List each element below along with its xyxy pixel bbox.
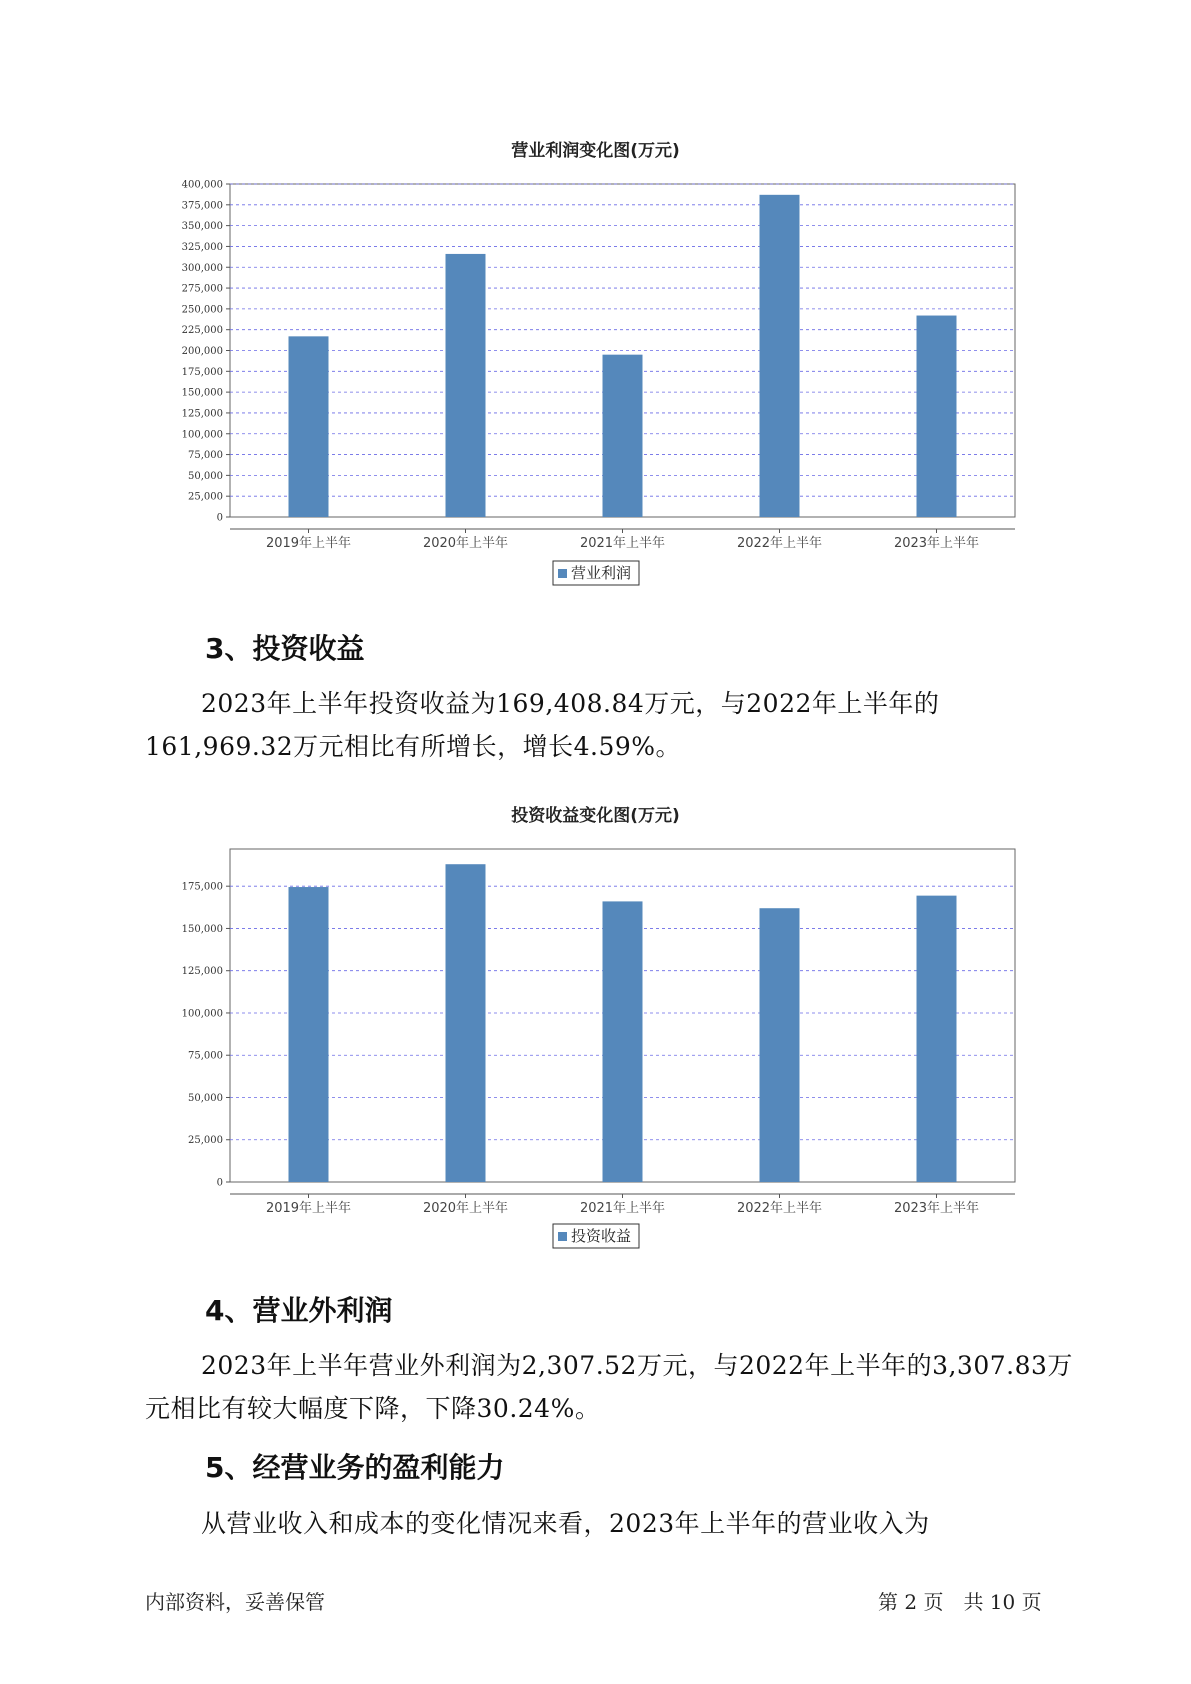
footer-confidential-note: 内部资料，妥善保管 [145, 1590, 325, 1614]
section-heading-non-operating-profit: 4、营业外利润 [205, 1294, 393, 1327]
y-tick-label: 325,000 [181, 241, 223, 253]
y-tick-label: 400,000 [181, 179, 223, 191]
paragraph-investment-income: 2023年上半年投资收益为169,408.84万元，与2022年上半年的161,969.32万元相比有所增长，增长4.59%。 [145, 689, 940, 761]
x-tick-label: 2020年上半年 [422, 536, 509, 551]
section-heading-investment-income: 3、投资收益 [205, 632, 365, 665]
paragraph-profitability: 从营业收入和成本的变化情况来看，2023年上半年的营业收入为 [201, 1509, 930, 1538]
x-tick-label: 2022年上半年 [736, 536, 823, 551]
y-tick-label: 100,000 [181, 429, 223, 441]
y-tick-label: 75,000 [188, 1050, 223, 1062]
y-tick-label: 75,000 [188, 450, 223, 462]
bar [446, 864, 486, 1182]
y-tick-label: 350,000 [181, 221, 223, 233]
y-tick-label: 25,000 [188, 1135, 223, 1147]
x-tick-label: 2022年上半年 [736, 1201, 823, 1216]
x-tick-label: 2023年上半年 [893, 536, 980, 551]
footer-page-number: 第 2 页 共 10 页 [878, 1590, 1042, 1614]
bar [603, 901, 643, 1182]
y-tick-label: 0 [216, 1177, 223, 1189]
y-tick-label: 125,000 [181, 408, 223, 420]
y-tick-label: 150,000 [181, 387, 223, 399]
y-tick-label: 0 [216, 512, 223, 524]
y-tick-label: 175,000 [181, 366, 223, 378]
chart2-title: 投资收益变化图(万元) [511, 806, 680, 826]
y-tick-label: 225,000 [181, 325, 223, 337]
bar [289, 887, 329, 1182]
bar [760, 908, 800, 1182]
legend-label: 投资收益 [571, 1227, 632, 1245]
y-tick-label: 100,000 [181, 1008, 223, 1020]
y-tick-label: 375,000 [181, 200, 223, 212]
paragraph-non-operating-profit: 2023年上半年营业外利润为2,307.52万元，与2022年上半年的3,307.83万元相比有较大幅度下降，下降30.24%。 [145, 1351, 1073, 1423]
y-tick-label: 25,000 [188, 491, 223, 503]
section-heading-profitability: 5、经营业务的盈利能力 [205, 1451, 505, 1484]
legend [553, 1224, 639, 1248]
y-tick-label: 50,000 [188, 1092, 223, 1104]
x-tick-label: 2021年上半年 [579, 536, 666, 551]
chart1-title: 营业利润变化图(万元) [511, 141, 680, 161]
x-tick-label: 2020年上半年 [422, 1201, 509, 1216]
y-tick-label: 200,000 [181, 346, 223, 357]
x-tick-label: 2021年上半年 [579, 1201, 666, 1216]
x-tick-label: 2023年上半年 [893, 1201, 980, 1216]
y-tick-label: 250,000 [181, 304, 223, 316]
x-tick-label: 2019年上半年 [265, 536, 352, 551]
y-tick-label: 175,000 [181, 881, 223, 893]
x-tick-label: 2019年上半年 [265, 1201, 352, 1216]
legend-swatch [558, 1232, 567, 1241]
bar [917, 896, 957, 1182]
legend-label: 营业利润 [571, 564, 632, 582]
y-tick-label: 300,000 [181, 262, 223, 274]
y-tick-label: 150,000 [181, 923, 223, 935]
y-tick-label: 275,000 [181, 283, 223, 295]
y-tick-label: 125,000 [181, 966, 223, 978]
y-tick-label: 50,000 [188, 470, 223, 482]
